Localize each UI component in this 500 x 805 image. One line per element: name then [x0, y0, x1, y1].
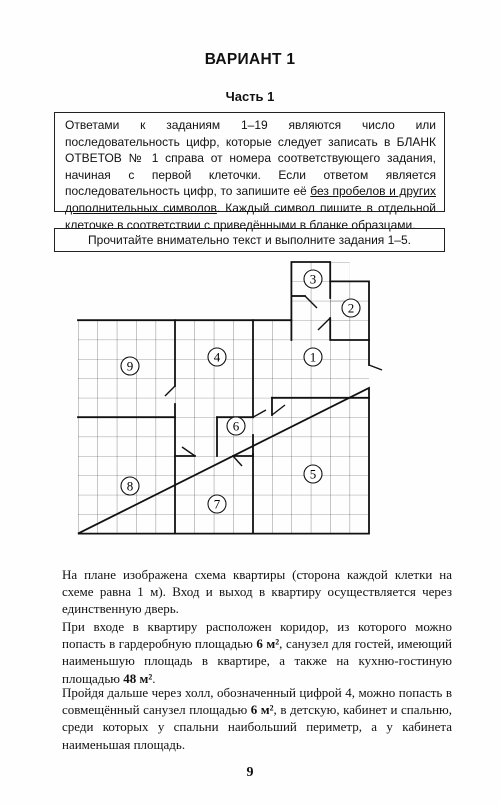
read-prompt-box: Прочитайте внимательно текст и выполните задания 1–5.: [54, 228, 445, 252]
room-label-5-text: 5: [309, 466, 317, 482]
part-title: Часть 1: [225, 89, 275, 104]
room-label-2: [342, 299, 360, 317]
instructions-text-start: Ответами к заданиям 1–19 являются число или последовательность цифр, которые следует записать в БЛАНК ОТВЕТОВ № 1 справа от номера соответствующего задания, начиная с первой клеточки. Если ответом является последовательность цифр, то запишите её: [65, 118, 436, 199]
room-label-8: [121, 477, 139, 495]
bathroom-area: 6 м²: [250, 702, 274, 718]
wardrobe-area: 6 м²: [256, 636, 280, 652]
room-label-1-text: 1: [309, 349, 317, 365]
room-label-6-text: 6: [232, 418, 240, 434]
paragraph-hall-start: Пройдя дальше через холл, обозначенный цифрой 4, можно попасть в совмещённый санузел площадью: [62, 685, 452, 718]
paragraph-hall: [62, 684, 452, 753]
room-label-7-text: 7: [213, 496, 221, 512]
variant-title: ВАРИАНТ 1: [204, 51, 296, 68]
paragraph-corridor-start: При входе в квартиру расположен коридор, из которого можно попасть в гардеробную площадью: [62, 619, 452, 652]
room-label-5: [304, 465, 322, 483]
paragraph-hall-end: , в детскую, кабинет и спальню, среди которых у спальни наибольший периметр, а у кабинета наименьшая площадь.: [62, 702, 452, 752]
room-label-9-text: 9: [126, 358, 134, 374]
room-label-2-text: 2: [347, 300, 355, 316]
kitchen-area: 48 м²: [123, 670, 153, 686]
paragraph-corridor-middle: , санузел для гостей, имеющий наименьшую площадь в квартире, а также на кухню-гостиную площадью: [62, 636, 452, 686]
paragraph-plan-description: На плане изображена схема квартиры (сторона каждой клетки на схеме равна 1 м). Вход и выход в квартиру осуществляется через единственную дверь.: [62, 567, 452, 617]
room-label-6: [227, 417, 245, 435]
instructions-underlined: без пробелов и других дополнительных символов: [65, 184, 436, 215]
room-label-9: [121, 357, 139, 375]
room-label-4-text: 4: [213, 349, 221, 365]
paragraph-corridor: [62, 618, 452, 687]
room-label-1: [304, 348, 322, 366]
room-label-4: [208, 348, 226, 366]
room-label-3-text: 3: [309, 271, 317, 287]
room-label-7: [208, 495, 226, 513]
room-label-3: [304, 270, 322, 288]
room-label-8-text: 8: [126, 478, 134, 494]
page-number: 9: [246, 765, 254, 780]
instructions-text-end: . Каждый символ пишите в отдельной клеточке в соответствии с приведёнными в бланке образцами.: [65, 200, 436, 232]
paragraph-corridor-end: .: [152, 670, 156, 686]
